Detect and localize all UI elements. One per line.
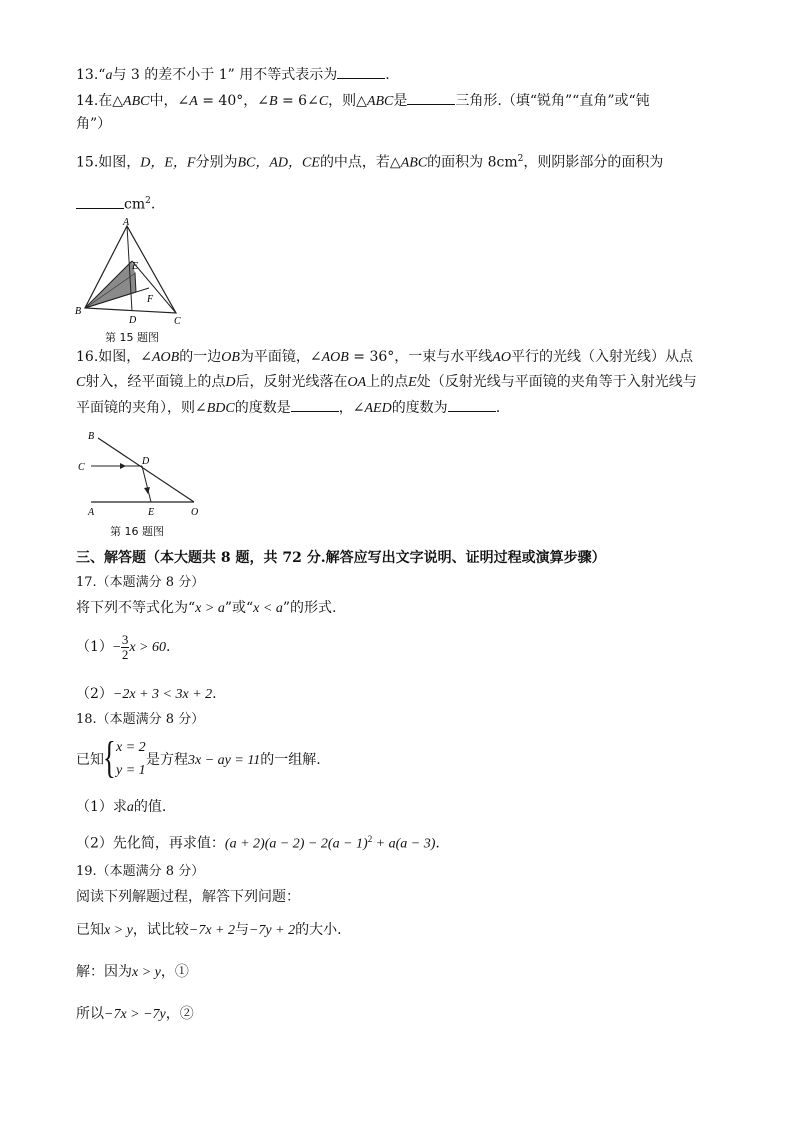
text: 的度数为 (391, 400, 448, 416)
angle-aed: AED (364, 401, 392, 416)
numerator: 3 (121, 631, 129, 647)
text: 的面积为 8cm (427, 154, 518, 171)
superscript: 2 (145, 196, 151, 206)
expression-2: −7y + 2 (248, 923, 296, 938)
question-18-part-1 (76, 797, 166, 818)
answer-blank (337, 64, 385, 79)
question-15 (76, 149, 663, 174)
period: . (166, 639, 171, 655)
part-label: （1） (76, 639, 113, 655)
question-16-line2 (76, 372, 697, 393)
text: ”或“ (224, 600, 254, 616)
text: ，则△ (328, 93, 367, 109)
question-14-line2: 角”） (76, 116, 112, 132)
question-19-solution-2 (76, 1004, 194, 1025)
text: 与 (234, 922, 249, 938)
equation: 3x − ay = 11 (188, 753, 261, 768)
segment-ob: OB (221, 350, 240, 365)
text: 的值. (133, 799, 167, 815)
triangle-name: ABC (400, 155, 428, 171)
answer-blank (448, 397, 496, 412)
expression-rest: + a(a − 3) (372, 836, 436, 852)
text: 的一边 (179, 349, 222, 365)
shaded-region (85, 273, 136, 308)
figure-15-caption: 第 15 题图 (105, 331, 159, 344)
reflected-ray (142, 466, 151, 502)
question-17-part-2 (76, 684, 217, 705)
question-19-solution-1 (76, 962, 189, 983)
question-19-header: 19.（本题满分 8 分） (76, 864, 205, 879)
label-c: C (78, 462, 85, 473)
text: 的度数是 (234, 400, 291, 416)
point-c: C (76, 375, 86, 390)
text: 为平面镜，∠ (239, 349, 322, 365)
inequality: −7x > −7y (104, 1007, 166, 1022)
text: ，则阴影部分的面积为 (523, 154, 664, 171)
text: 平面镜的夹角），则∠ (76, 400, 207, 416)
text: 三角形.（填“锐角”“直角”或“钝 (455, 93, 650, 109)
period: . (495, 400, 501, 416)
section-3-title: 三、解答题（本大题共 8 题，共 72 分.解答应写出文字说明、证明过程或演算步骤） (76, 550, 606, 566)
segment-ao: AO (492, 350, 511, 365)
text: = 6∠ (277, 93, 319, 109)
triangle-name: ABC (366, 94, 394, 109)
text: 的中点，若△ (319, 154, 401, 171)
text: 是 (393, 93, 408, 109)
label-e: E (148, 507, 155, 518)
unit: cm (124, 196, 146, 213)
expression-1: −7x + 2 (188, 923, 235, 938)
period: . (212, 686, 217, 702)
angle-C: C (318, 94, 329, 109)
label-d: D (142, 456, 150, 467)
text: 射入，经平面镜上的点 (85, 374, 226, 390)
period: . (435, 835, 440, 852)
angle-bdc: BDC (206, 401, 235, 416)
points: D，E，F (140, 155, 196, 171)
question-number: 13. (76, 67, 99, 83)
period: . (150, 196, 156, 213)
figure-16-caption: 第 16 题图 (110, 525, 164, 538)
label-o: O (191, 507, 199, 518)
part-label: （1）求 (76, 799, 127, 815)
figure-15-diagram (72, 216, 202, 330)
text: 解：因为 (76, 964, 132, 980)
question-17-header: 17.（本题满分 8 分） (76, 575, 205, 590)
question-number: 16. (76, 349, 99, 365)
expression: (a + 2)(a − 2) − 2(a − 1) (224, 836, 368, 852)
question-18-header: 18.（本题满分 8 分） (76, 712, 205, 727)
segments: BC，AD，CE (237, 155, 320, 171)
text: = 40°，∠ (197, 93, 269, 109)
question-15-line2 (76, 191, 155, 215)
point-d: D (225, 375, 236, 390)
label-d: D (129, 315, 137, 326)
text: = 36°，一束与水平线 (348, 349, 493, 365)
text: 平行的光线（入射光线）从点 (510, 349, 693, 365)
text: 的一组解. (260, 752, 321, 768)
question-13 (76, 64, 390, 86)
triangle-name: ABC (123, 94, 150, 109)
label-c: C (174, 316, 181, 327)
question-18-given (76, 750, 104, 770)
text: 已知 (76, 922, 104, 938)
inequality: x > 60 (129, 640, 166, 655)
text: ”的形式. (282, 600, 337, 616)
answer-blank (407, 90, 455, 105)
question-number: 14. (76, 93, 99, 109)
question-16-line3 (76, 397, 500, 419)
angle-A: A (189, 94, 198, 109)
part-label: （2） (76, 686, 113, 702)
inequality: −2x + 3 < 3x + 2 (112, 687, 213, 702)
answer-blank (291, 397, 339, 412)
system-eq-1: x = 2 (116, 740, 146, 755)
question-17-part-1 (76, 632, 170, 663)
text: 如图， (98, 154, 141, 171)
superscript: 2 (367, 834, 373, 844)
angle-aob: AOB (152, 350, 180, 365)
label-a: A (123, 217, 130, 228)
system-eq-2: y = 1 (116, 763, 146, 778)
angle-B: B (268, 94, 278, 109)
point-e: E (408, 375, 417, 390)
text: 处（反射光线与平面镜的夹角等于入射光线与 (416, 374, 697, 390)
superscript: 2 (517, 154, 524, 164)
inequality: x > y (104, 923, 133, 938)
text: ，∠ (338, 400, 365, 416)
text: 在△ (98, 93, 124, 109)
question-18-part-2 (76, 829, 440, 855)
text: 将下列不等式化为“ (76, 600, 196, 616)
question-14 (76, 90, 650, 112)
text: 的大小. (295, 922, 342, 938)
question-17-intro (76, 598, 336, 619)
question-16 (76, 347, 693, 368)
variable-a: a (105, 68, 113, 83)
denominator: 2 (121, 646, 129, 662)
text: 如图，∠ (98, 349, 152, 365)
quote-mark: “ (98, 67, 106, 83)
question-text: 与 3 的差不小于 1” 用不等式表示为 (112, 67, 338, 83)
segment-ce (132, 261, 176, 313)
label-a: A (88, 507, 95, 518)
label-f: F (147, 294, 154, 305)
label-b: B (88, 431, 95, 442)
step-marker: ，① (160, 964, 189, 980)
answer-blank (76, 194, 124, 209)
inequality: x > y (132, 965, 161, 980)
period: . (385, 67, 390, 83)
label-e: E (132, 261, 139, 272)
text: 是方程 (146, 752, 188, 768)
text: 分别为 (195, 154, 238, 171)
question-18-given-rest (146, 750, 321, 771)
part-label: （2）先化简，再求值： (76, 835, 225, 852)
question-19-given (76, 920, 342, 941)
form-2: x < a (253, 601, 283, 616)
minus-sign: − (112, 640, 121, 655)
text: ，试比较 (132, 922, 189, 938)
label-b: B (75, 306, 82, 317)
mirror-ob (98, 438, 194, 502)
figure-16-diagram (76, 424, 206, 520)
text: 上的点 (366, 374, 409, 390)
text: 已知 (76, 752, 104, 768)
question-number: 15. (76, 154, 99, 171)
variable-a: a (126, 800, 134, 815)
segment-oa: OA (347, 375, 367, 390)
incident-arrow-icon (120, 463, 126, 469)
system-brace: { (103, 733, 116, 782)
text: 中，∠ (149, 93, 190, 109)
question-19-intro: 阅读下列解题过程，解答下列问题： (76, 889, 300, 905)
step-marker: ，② (165, 1006, 194, 1022)
form-1: x > a (195, 601, 225, 616)
angle-aob: AOB (321, 350, 349, 365)
text: 所以 (76, 1006, 104, 1022)
text: 后，反射光线落在 (235, 374, 348, 390)
